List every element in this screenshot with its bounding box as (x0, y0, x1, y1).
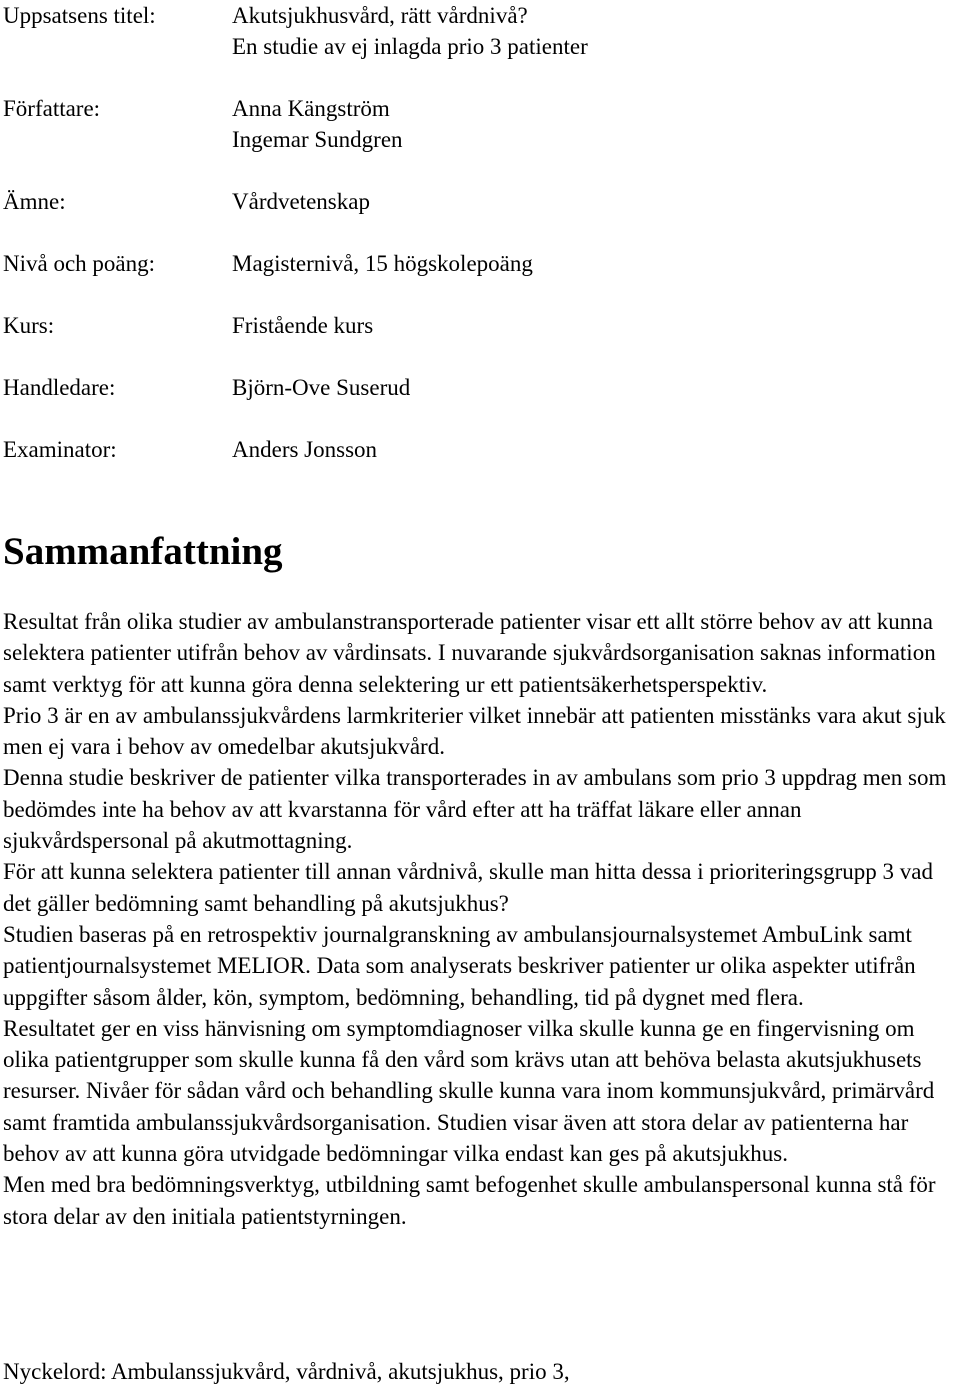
subject-label: Ämne: (3, 189, 66, 214)
title-label: Uppsatsens titel: (3, 3, 156, 28)
summary-heading: Sammanfattning (3, 530, 283, 573)
course-row (3, 310, 953, 341)
examiner-row (3, 434, 953, 465)
level-label: Nivå och poäng: (3, 251, 156, 276)
summary-paragraph: Denna studie beskriver de patienter vilka transporterades in av ambulans som prio 3 uppdrag men som bedömdes inte ha behov av att kvarstanna för vård efter att ha träffat läkare eller annan sjukvårdspersonal på akutmottagning. (3, 765, 947, 854)
course-label: Kurs: (3, 313, 55, 338)
thesis-metadata (3, 0, 953, 465)
level-value: Magisternivå, 15 högskolepoäng (232, 251, 533, 276)
authors-label: Författare: (3, 96, 101, 121)
examiner-value: Anders Jonsson (232, 437, 378, 462)
course-value: Fristående kurs (232, 313, 374, 338)
summary-paragraph: Prio 3 är en av ambulanssjukvårdens larmkriterier vilket innebär att patienten misstänks vara akut sjuk men ej vara i behov av omedelbar akutsjukvård. (3, 702, 946, 760)
keywords: Nyckelord: Ambulanssjukvård, vårdnivå, akutsjukhus, prio 3, (3, 1359, 570, 1384)
authors-value (232, 93, 953, 155)
title-value (232, 0, 953, 62)
supervisor-row (3, 372, 953, 403)
summary-paragraph: Studien baseras på en retrospektiv journalgranskning av ambulansjournalsystemet AmbuLink samt patientjournalsystemet MELIOR. Data som analyserats beskriver patienter ur olika aspekter utifrån uppgifter såsom ålder, kön, symptom, bedömning, behandling, tid på dygnet med flera. (3, 921, 916, 1010)
author-1: Anna Kängström (232, 96, 390, 121)
examiner-label: Examinator: (3, 437, 117, 462)
subject-row (3, 186, 953, 217)
summary-body (3, 606, 959, 1232)
author-2: Ingemar Sundgren (232, 127, 403, 152)
level-row (3, 248, 953, 279)
summary-paragraph: För att kunna selektera patienter till annan vårdnivå, skulle man hitta dessa i prioriteringsgrupp 3 vad det gäller bedömning samt behandling på akutsjukhus? (3, 859, 933, 916)
title-line-1: Akutsjukhusvård, rätt vårdnivå? (232, 3, 528, 28)
title-row (3, 0, 953, 62)
subject-value: Vårdvetenskap (232, 189, 370, 214)
authors-row (3, 93, 953, 155)
supervisor-label: Handledare: (3, 375, 116, 400)
title-line-2: En studie av ej inlagda prio 3 patienter (232, 34, 588, 59)
summary-paragraph: Resultatet ger en viss hänvisning om symptomdiagnoser vilka skulle kunna ge en fingervisning om olika patientgrupper som skulle kunna få den vård som krävs utan att behöva belasta akutsjukhusets resurser. Nivåer för sådan vård och behandling skulle kunna vara inom kommunsjukvård, primärvård samt framtida ambulanssjukvårdsorganisation. Studien visar även att stora delar av patienterna har behov av att kunna göra utvidgade bedömningar vilka endast kan ges på akutsjukhus. (3, 1015, 935, 1167)
summary-paragraph: Men med bra bedömningsverktyg, utbildning samt befogenhet skulle ambulanspersonal kunna stå för stora delar av den initiala patientstyrningen. (3, 1172, 936, 1229)
summary-paragraph: Resultat från olika studier av ambulanstransporterade patienter visar ett allt större behov av att kunna selektera patienter utifrån behov av vårdinsats. I nuvarande sjukvårdsorganisation saknas information samt verktyg för att kunna göra denna selektering ur ett patientsäkerhetsperspektiv. (3, 609, 936, 697)
supervisor-value: Björn-Ove Suserud (232, 375, 411, 400)
